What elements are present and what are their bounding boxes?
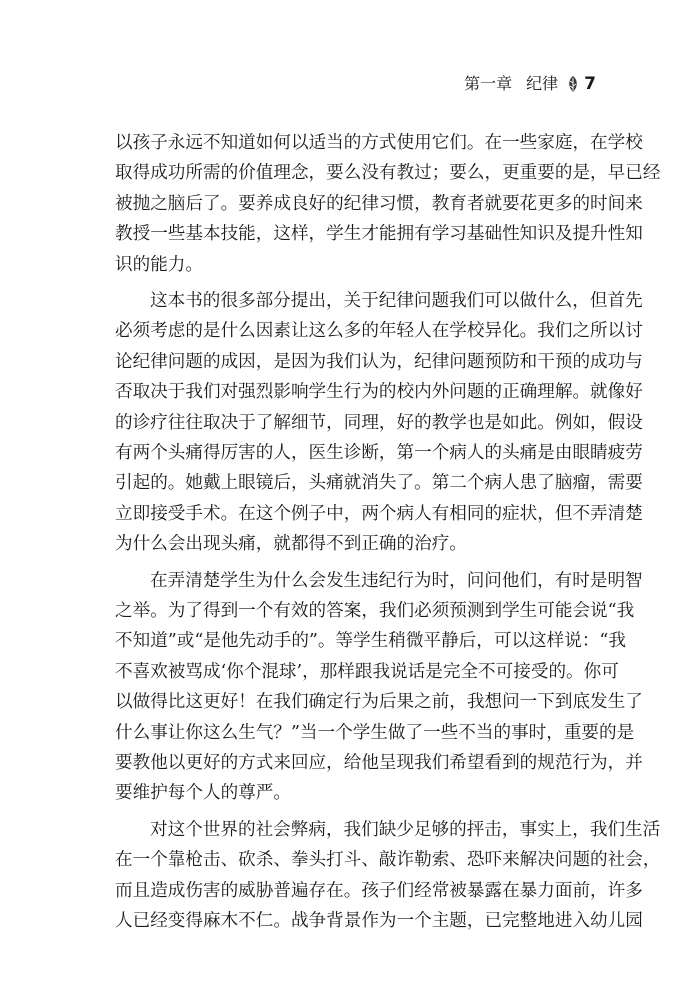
text-line: 不知道”或“是他先动手的”。等学生稍微平静后，可以这样说：“我 bbox=[115, 631, 627, 651]
text-line: 要维护每个人的尊严。 bbox=[115, 783, 291, 803]
text-line: 取得成功所需的价值理念，要么没有教过；要么，更重要的是，早已经 bbox=[115, 163, 661, 183]
text-line: 在弄清楚学生为什么会发生违纪行为时，问问他们，有时是明智 bbox=[150, 571, 643, 591]
text-line: 不喜欢被骂成‘你个混球’，那样跟我说话是完全不可接受的。你可 bbox=[115, 662, 619, 682]
text-line: 否取决于我们对强烈影响学生行为的校内外问题的正确理解。就像好 bbox=[115, 382, 643, 402]
text-line: 之举。为了得到一个有效的答案，我们必须预测到学生可能会说“我 bbox=[115, 601, 635, 621]
text-line: 引起的。她戴上眼镜后，头痛就消失了。第二个病人患了脑瘤，需要 bbox=[115, 473, 643, 493]
running-header bbox=[464, 74, 596, 94]
page-number: 7 bbox=[584, 74, 596, 94]
text-line: 被抛之脑后了。要养成良好的纪律习惯，教育者就要花更多的时间来 bbox=[115, 194, 643, 214]
text-line: 而且造成伤害的威胁普遍存在。孩子们经常被暴露在暴力面前，许多 bbox=[115, 881, 643, 901]
text-line: 有两个头痛得厉害的人，医生诊断，第一个病人的头痛是由眼睛疲劳 bbox=[115, 443, 643, 463]
text-line: 要教他以更好的方式来回应，给他呈现我们希望看到的规范行为，并 bbox=[115, 753, 643, 773]
text-line: 这本书的很多部分提出，关于纪律问题我们可以做什么，但首先 bbox=[150, 291, 643, 311]
text-line: 为什么会出现头痛，就都得不到正确的治疗。 bbox=[115, 534, 467, 554]
text-line: 以做得比这更好！在我们确定行为后果之前，我想问一下到底发生了 bbox=[115, 692, 643, 712]
text-line: 必须考虑的是什么因素让这么多的年轻人在学校异化。我们之所以讨 bbox=[115, 321, 643, 341]
text-line: 教授一些基本技能，这样，学生才能拥有学习基础性知识及提升性知 bbox=[115, 224, 643, 244]
text-line: 识的能力。 bbox=[115, 255, 203, 275]
text-line: 的诊疗往往取决于了解细节，同理，好的教学也是如此。例如，假设 bbox=[115, 413, 643, 433]
chapter-title: 纪律 bbox=[526, 74, 559, 93]
text-line: 人已经变得麻木不仁。战争背景作为一个主题，已完整地进入幼儿园 bbox=[115, 911, 643, 931]
leaf-ornament-icon bbox=[566, 75, 580, 93]
text-line: 什么事让你这么生气？”当一个学生做了一些不当的事时，重要的是 bbox=[115, 723, 635, 743]
text-line: 对这个世界的社会弊病，我们缺少足够的抨击，事实上，我们生活 bbox=[150, 820, 661, 840]
text-line: 以孩子永远不知道如何以适当的方式使用它们。在一些家庭，在学校 bbox=[115, 133, 643, 153]
text-line: 论纪律问题的成因，是因为我们认为，纪律问题预防和干预的成功与 bbox=[115, 352, 643, 372]
chapter-label: 第一章 bbox=[464, 74, 513, 93]
text-line: 立即接受手术。在这个例子中，两个病人有相同的症状，但不弄清楚 bbox=[115, 504, 643, 524]
text-line: 在一个靠枪击、砍杀、拳头打斗、敲诈勒索、恐吓来解决问题的社会， bbox=[115, 850, 661, 870]
